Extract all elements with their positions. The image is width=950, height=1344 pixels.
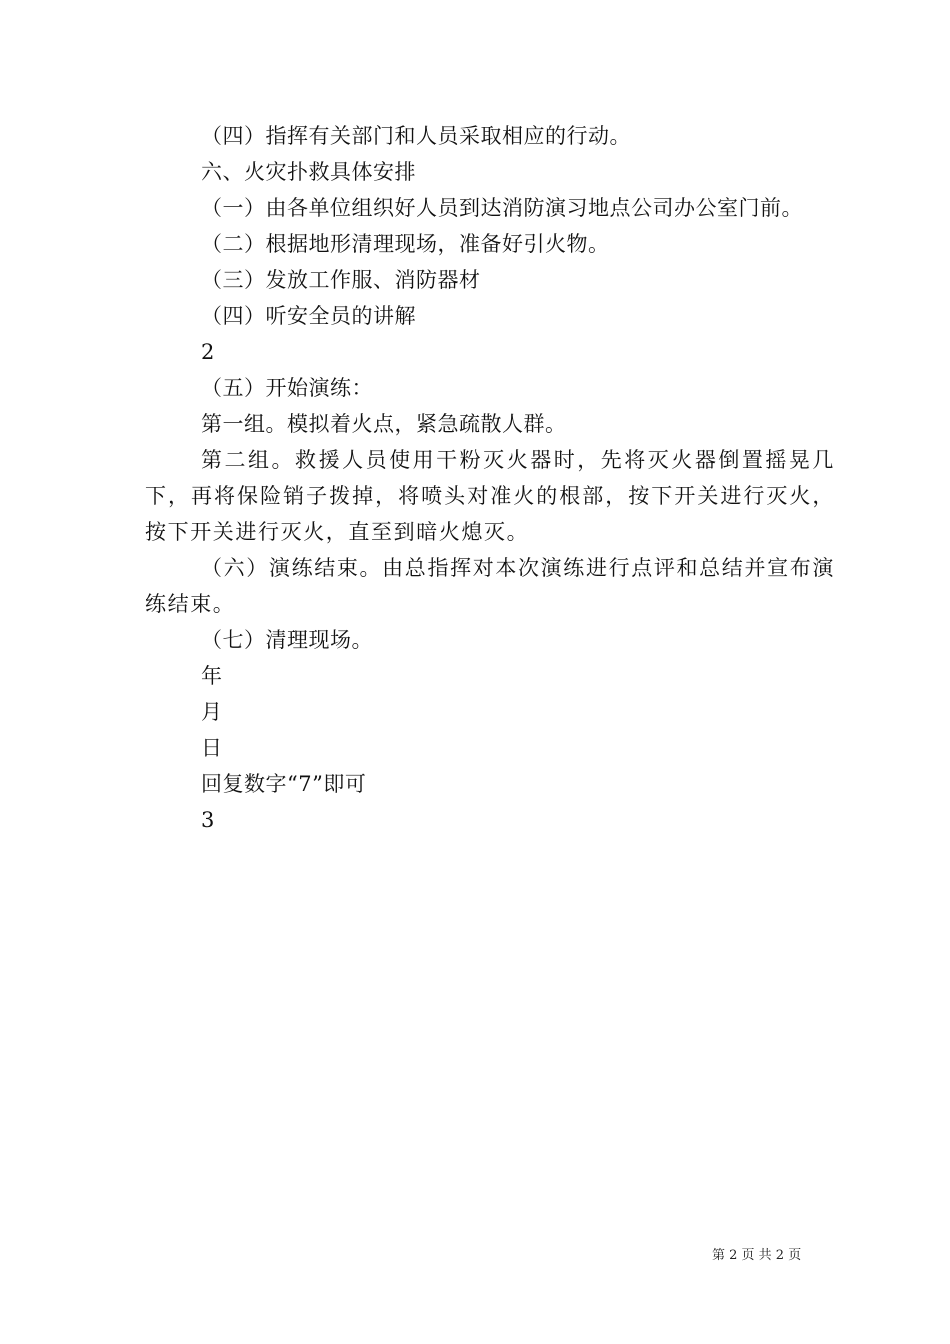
inline-number-3: 3 — [201, 808, 215, 832]
paragraph-group-one: 第一组。模拟着火点，紧急疏散人群。 — [201, 412, 567, 436]
document-body — [145, 118, 835, 838]
paragraph-command-actions: （四）指挥有关部门和人员采取相应的行动。 — [201, 124, 631, 148]
paragraph-clean-up: （七）清理现场。 — [201, 628, 373, 652]
paragraph-clear-site: （二）根据地形清理现场，准备好引火物。 — [201, 232, 610, 256]
paragraph-safety-briefing: （四）听安全员的讲解 — [201, 304, 416, 328]
inline-number-2: 2 — [201, 340, 215, 364]
section-heading-fire-fighting: 六、火灾扑救具体安排 — [201, 160, 416, 184]
date-day: 日 — [201, 736, 223, 760]
date-year: 年 — [201, 664, 223, 688]
paragraph-drill-end: （六）演练结束。由总指挥对本次演练进行点评和总结并宣布演练结束。 — [145, 556, 835, 616]
paragraph-gather-personnel: （一）由各单位组织好人员到达消防演习地点公司办公室门前。 — [201, 196, 803, 220]
paragraph-reply-note: 回复数字“7”即可 — [201, 772, 367, 796]
date-month: 月 — [201, 700, 223, 724]
paragraph-start-drill: （五）开始演练： — [201, 376, 373, 400]
paragraph-distribute-equipment: （三）发放工作服、消防器材 — [201, 268, 481, 292]
page-footer-label: 第 2 页 共 2 页 — [712, 1248, 802, 1263]
paragraph-group-two: 第二组。救援人员使用干粉灭火器时，先将灭火器倒置摇晃几下，再将保险销子拨掉，将喷头对准火的根部，按下开关进行灭火，按下开关进行灭火，直至到暗火熄灭。 — [145, 448, 835, 544]
